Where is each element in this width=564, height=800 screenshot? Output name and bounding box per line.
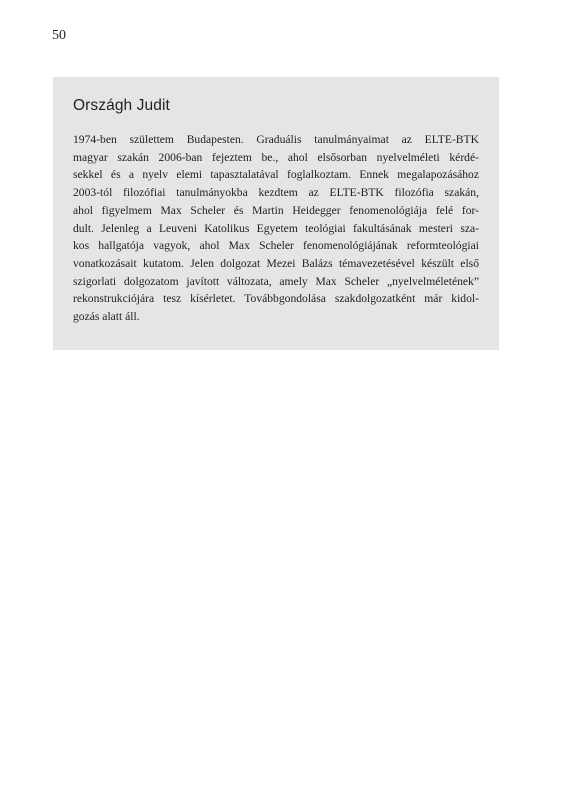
bio-paragraph — [73, 131, 479, 326]
bio-line: magyar szakán 2006-ban fejeztem be., ahol elsősorban nyelvelméleti kérdé- — [73, 150, 479, 164]
bio-line: rekonstrukciójára tesz kísérletet. Továbbgondolása szakdolgozatként már kidol- — [73, 292, 479, 306]
bio-line: gozás alatt áll. — [73, 310, 140, 324]
bio-line: vonatkozásait kutatom. Jelen dolgozat Mezei Balázs témavezetésével készült első — [73, 256, 479, 270]
bio-line: kos hallgatója vagyok, ahol Max Scheler fenomenológiájának reformteológiai — [73, 239, 479, 253]
bio-line: szigorlati dolgozatom javított változata, amely Max Scheler „nyelvelméletének” — [73, 274, 479, 288]
bio-line: sekkel és a nyelv elemi tapasztalatával foglalkoztam. Ennek megalapozásához — [73, 168, 479, 182]
author-bio-box — [53, 77, 499, 350]
bio-line: 1974-ben születtem Budapesten. Graduális tanulmányaimat az ELTE-BTK — [73, 133, 479, 146]
page-number: 50 — [52, 28, 66, 43]
bio-line: dult. Jelenleg a Leuveni Katolikus Egyetem teológiai fakultásának mesteri sza- — [73, 221, 479, 235]
author-name: Országh Judit — [73, 97, 170, 114]
bio-line: 2003-tól filozófiai tanulmányokba kezdtem az ELTE-BTK filozófia szakán, — [73, 186, 479, 200]
bio-line: ahol figyelmem Max Scheler és Martin Heidegger fenomenológiája felé for- — [73, 203, 479, 217]
